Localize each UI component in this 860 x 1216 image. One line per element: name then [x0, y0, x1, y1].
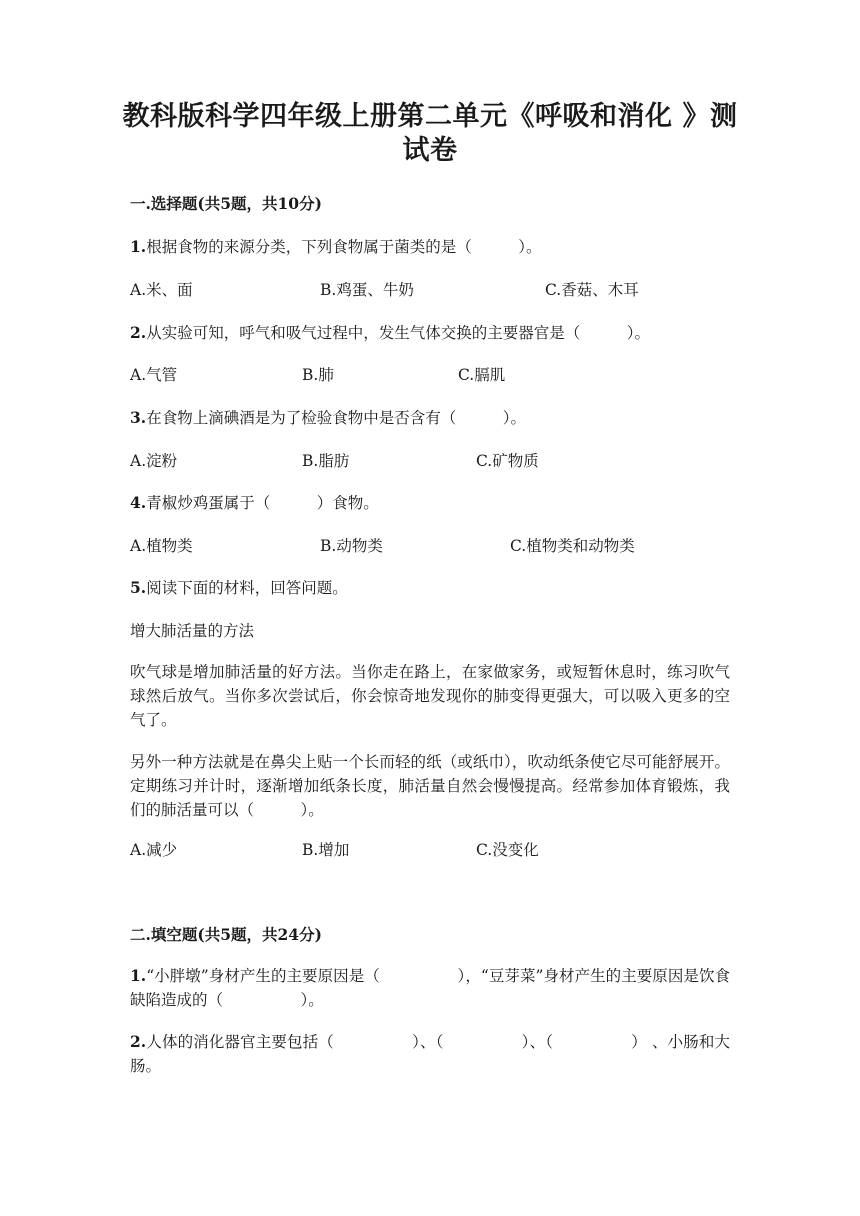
- option-a: A.米、面: [130, 281, 193, 299]
- question-5: [130, 578, 348, 598]
- question-2: [130, 323, 650, 343]
- question-text: 阅读下面的材料，回答问题。: [146, 579, 348, 597]
- question-number: 2.: [130, 323, 147, 342]
- option-c: C.香菇、木耳: [545, 281, 639, 299]
- question-number: 1.: [130, 966, 147, 985]
- option-b: B.肺: [302, 366, 334, 384]
- fill-question-1: [130, 964, 730, 1012]
- question-number: 1.: [130, 237, 147, 256]
- passage-title: 增大肺活量的方法: [130, 622, 255, 640]
- option-a: A.减少: [130, 841, 178, 859]
- question-1: [130, 237, 541, 257]
- option-b: B.增加: [302, 841, 350, 859]
- question-number: 5.: [130, 578, 147, 597]
- question-text: 在食物上滴碘酒是为了检验食物中是否含有（ ）。: [146, 409, 526, 427]
- passage-paragraph-2: 另外一种方法就是在鼻尖上贴一个长而轻的纸（或纸巾），吹动纸条使它尽可能舒展开。定期练习并计时，逐渐增加纸条长度，肺活量自然会慢慢提高。经常参加体育锻炼，我们的肺活量可以（ ）。: [130, 753, 730, 819]
- option-b: B.脂肪: [302, 452, 350, 470]
- question-number: 2.: [130, 1032, 147, 1051]
- passage-paragraph-1: 吹气球是增加肺活量的好方法。当你走在路上，在家做家务，或短暂休息时，练习吹气球然后放气。当你多次尝试后，你会惊奇地发现你的肺变得更强大，可以吸入更多的空气了。: [130, 663, 730, 729]
- question-text: 青椒炒鸡蛋属于（ ）食物。: [146, 494, 379, 512]
- option-a: A.气管: [130, 366, 178, 384]
- page-title: 教科版科学四年级上册第二单元《呼吸和消化 》测试卷: [122, 101, 738, 166]
- option-b: B.动物类: [320, 537, 383, 555]
- option-a: A.植物类: [130, 537, 193, 555]
- option-b: B.鸡蛋、牛奶: [320, 281, 414, 299]
- question-3: [130, 408, 526, 428]
- question-number: 3.: [130, 408, 147, 427]
- question-number: 4.: [130, 493, 147, 512]
- option-a: A.淀粉: [130, 452, 178, 470]
- option-c: C.没变化: [476, 841, 539, 859]
- question-4: [130, 493, 379, 513]
- question-text: 人体的消化器官主要包括（ ）、（ ）、（ ） 、小肠和大肠。: [130, 1033, 730, 1075]
- option-c: C.膈肌: [458, 366, 506, 384]
- question-text: “小胖墩”身材产生的主要原因是（ ），“豆芽菜”身材产生的主要原因是饮食缺陷造成的（ ）。: [130, 967, 730, 1009]
- option-c: C.植物类和动物类: [510, 537, 635, 555]
- fill-question-2: [130, 1030, 730, 1078]
- question-text: 根据食物的来源分类，下列食物属于菌类的是（ ）。: [146, 238, 542, 256]
- section-heading-fill: 二.填空题(共5题，共24分): [130, 925, 322, 944]
- section-heading-choice: 一.选择题(共5题，共10分): [130, 194, 322, 213]
- question-text: 从实验可知，呼气和吸气过程中，发生气体交换的主要器官是（ ）。: [146, 324, 650, 342]
- option-c: C.矿物质: [476, 452, 539, 470]
